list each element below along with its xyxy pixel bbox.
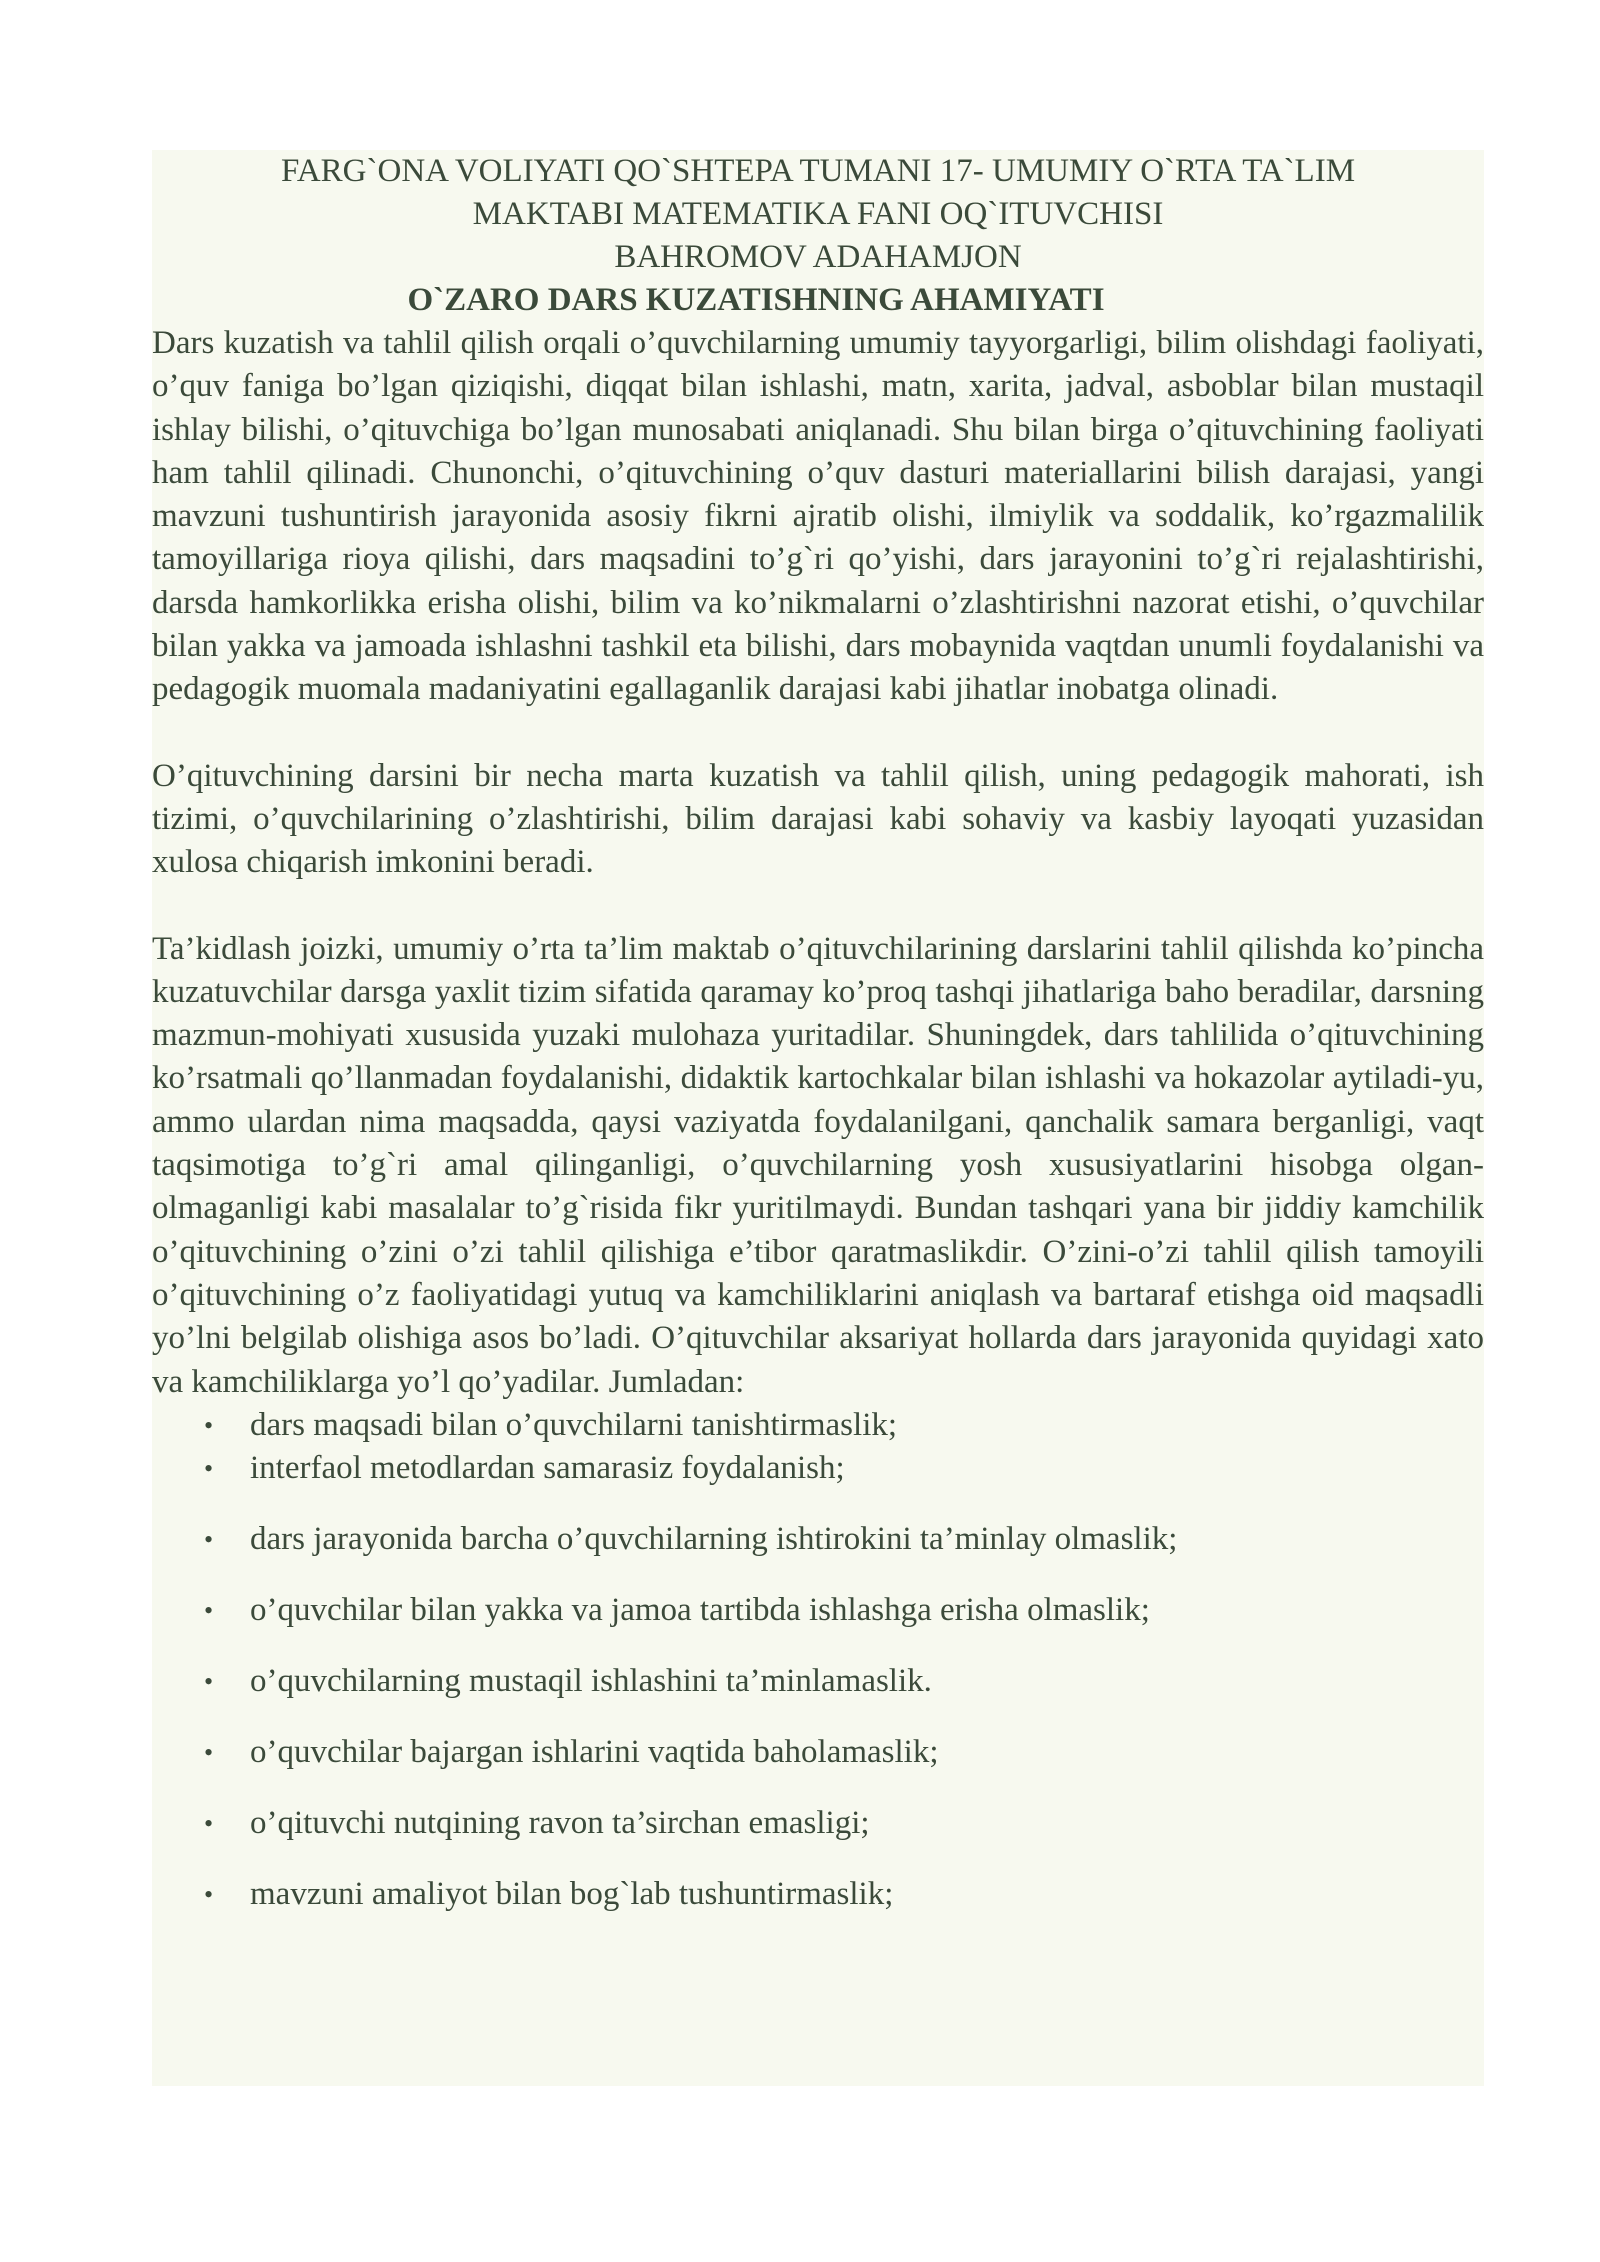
- bullet-icon: •: [204, 1410, 214, 1440]
- paragraph-2: O’qituvchining darsini bir necha marta kuzatish va tahlil qilish, uning pedagogik mahorati, ish tizimi, o’quvchilarining o’zlashtirishi, bilim darajasi kabi sohaviy va kasbiy layoqati yuzasidan xulosa chiqarish imkonini beradi.: [152, 757, 1484, 881]
- list-item: [152, 1660, 1484, 1703]
- bullet-icon: •: [204, 1808, 214, 1838]
- bullet-icon: •: [204, 1453, 214, 1483]
- mistakes-list: [152, 1404, 1484, 1916]
- header-line-1: FARG`ONA VOLIYATI QO`SHTEPA TUMANI 17- UMUMIY O`RTA TA`LIM: [280, 153, 1356, 189]
- list-item: [152, 1518, 1484, 1561]
- document-title: O`ZARO DARS KUZATISHNING AHAMIYATI: [407, 282, 1105, 318]
- list-item-text: o’quvchilar bilan yakka va jamoa tartibda ishlashga erisha olmaslik;: [250, 1591, 1150, 1628]
- bullet-icon: •: [204, 1879, 214, 1909]
- list-item-text: o’quvchilar bajargan ishlarini vaqtida baholamaslik;: [250, 1733, 939, 1770]
- list-item: [152, 1802, 1484, 1845]
- list-item-text: mavzuni amaliyot bilan bog`lab tushuntirmaslik;: [250, 1875, 894, 1912]
- bullet-icon: •: [204, 1524, 214, 1554]
- header-line-2: MAKTABI MATEMATIKA FANI OQ`ITUVCHISI: [472, 196, 1164, 232]
- list-item-text: interfaol metodlardan samarasiz foydalanish;: [250, 1449, 845, 1486]
- document-page: [152, 150, 1484, 2086]
- list-item: [152, 1873, 1484, 1916]
- header-line-3: BAHROMOV ADAHAMJON: [614, 239, 1022, 275]
- bullet-icon: •: [204, 1737, 214, 1767]
- document-header: [152, 150, 1484, 322]
- bullet-icon: •: [204, 1595, 214, 1625]
- list-item: [152, 1589, 1484, 1632]
- bullet-icon: •: [204, 1666, 214, 1696]
- list-item-text: o’qituvchi nutqining ravon ta’sirchan emasligi;: [250, 1804, 870, 1841]
- paragraph-spacer: [152, 885, 1484, 928]
- list-item-text: o’quvchilarning mustaqil ishlashini ta’minlamaslik.: [250, 1662, 932, 1699]
- list-item-text: dars jarayonida barcha o’quvchilarning ishtirokini ta’minlay olmaslik;: [250, 1520, 1178, 1557]
- list-item-text: dars maqsadi bilan o’quvchilarni tanishtirmaslik;: [250, 1406, 898, 1443]
- list-item: [152, 1447, 1484, 1490]
- list-item: [152, 1731, 1484, 1774]
- paragraph-3: Ta’kidlash joizki, umumiy o’rta ta’lim maktab o’qituvchilarining darslarini tahlil qilishda ko’pincha kuzatuvchilar darsga yaxlit tizim sifatida qaramay ko’proq tashqi jihatlariga baho beradilar, darsning mazmun-mohiyati xususida yuzaki mulohaza yuritadilar. Shuningdek, dars tahlilida o’qituvchining ko’rsatmali qo’llanmadan foydalanishi, didaktik kartochkalar bilan ishlashi va hokazolar aytiladi-yu, ammo ulardan nima maqsadda, qaysi vaziyatda foydalanilgani, qanchalik samara berganligi, vaqt taqsimotiga to’g`ri amal qilinganligi, o’quvchilarning yosh xususiyatlarini hisobga olgan-olmaganligi kabi masalalar to’g`risida fikr yuritilmaydi. Bundan tashqari yana bir jiddiy kamchilik o’qituvchining o’zini o’zi tahlil qilishiga e’tibor qaratmaslikdir. O’zini-o’zi tahlil qilish tamoyili o’qituvchining o’z faoliyatidagi yutuq va kamchiliklarini aniqlash va bartaraf etishga oid maqsadli yo’lni belgilab olishiga asos bo’ladi. O’qituvchilar aksariyat hollarda dars jarayonida quyidagi xato va kamchiliklarga yo’l qo’yadilar. Jumladan:: [152, 930, 1484, 1400]
- paragraph-spacer: [152, 712, 1484, 755]
- paragraph-1: Dars kuzatish va tahlil qilish orqali o’quvchilarning umumiy tayyorgarligi, bilim olishdagi faoliyati, o’quv faniga bo’lgan qiziqishi, diqqat bilan ishlashi, matn, xarita, jadval, asboblar bilan mustaqil ishlay bilishi, o’qituvchiga bo’lgan munosabati aniqlanadi. Shu bilan birga o’qituvchining faoliyati ham tahlil qilinadi. Chunonchi, o’qituvchining o’quv dasturi materiallarini bilish darajasi, yangi mavzuni tushuntirish jarayonida asosiy fikrni ajratib olishi, ilmiylik va soddalik, ko’rgazmalilik tamoyillariga rioya qilishi, dars maqsadini to’g`ri qo’yishi, dars jarayonini to’g`ri rejalashtirishi, darsda hamkorlikka erisha olishi, bilim va ko’nikmalarni o’zlashtirishni nazorat etishi, o’quvchilar bilan yakka va jamoada ishlashni tashkil eta bilishi, dars mobaynida vaqtdan unumli foydalanishi va pedagogik muomala madaniyatini egallaganlik darajasi kabi jihatlar inobatga olinadi.: [152, 325, 1484, 708]
- list-item: [152, 1404, 1484, 1447]
